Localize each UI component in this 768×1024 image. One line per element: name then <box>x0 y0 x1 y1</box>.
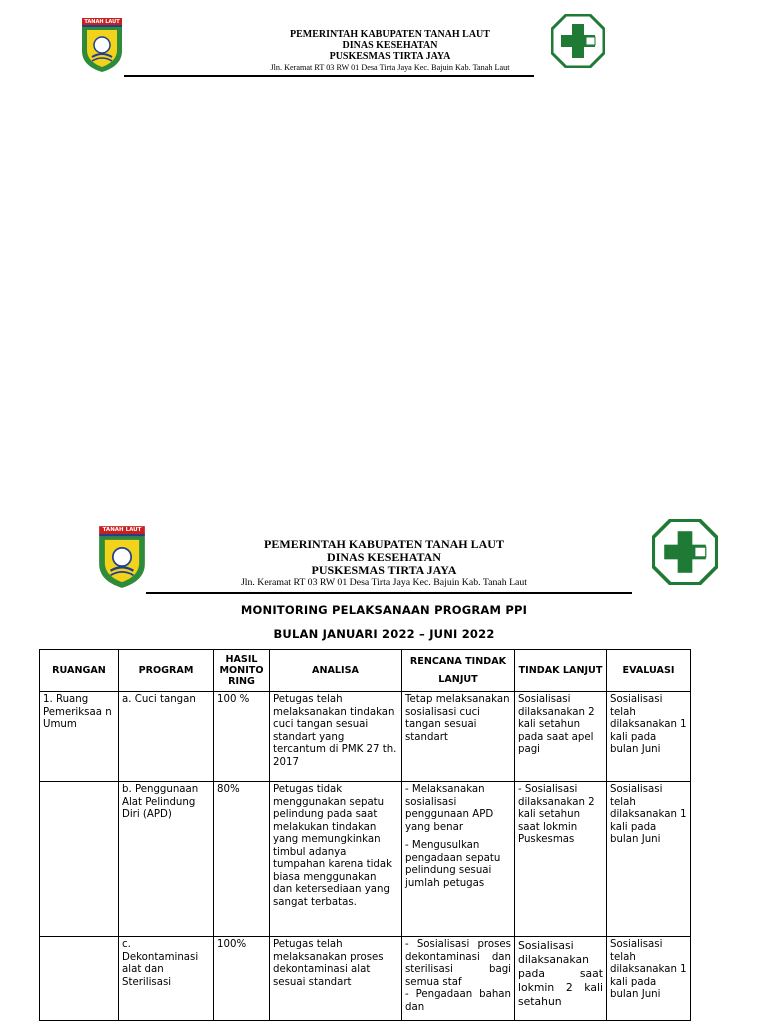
puskesmas-health-logo <box>551 14 605 68</box>
header-puskesmas-line: PUSKESMAS TIRTA JAYA <box>329 51 451 62</box>
header-ruangan: RUANGAN <box>40 650 119 692</box>
header-hasil-monitoring: HASIL MONITO RING <box>214 650 270 692</box>
table-row <box>40 937 691 1021</box>
cell-hasil: 80% <box>214 782 270 937</box>
cell-program: c. Dekontaminasi alat dan Sterilisasi <box>119 937 214 1021</box>
cell-rencana <box>402 782 515 937</box>
header-department-line: DINAS KESEHATAN <box>327 550 441 564</box>
header-divider <box>124 75 534 77</box>
header-puskesmas-line: PUSKESMAS TIRTA JAYA <box>311 563 457 577</box>
header-tindak-lanjut: TINDAK LANJUT <box>515 650 607 692</box>
rencana-item: - Sosialisasi proses dekontaminasi dan sterilisasi bagi semua staf <box>405 939 511 988</box>
rencana-item: - Mengusulkan pengadaan sepatu pelindung sesuai jumlah petugas <box>405 840 501 889</box>
cell-analisa: Petugas tidak menggunakan sepatu pelindung pada saat melakukan tindakan yang memungkinkan timbul adanya tumpahan karena tidak biasa menggunakan dan ketersediaan yang sangat terbatas. <box>270 782 402 937</box>
cell-hasil: 100 % <box>214 692 270 782</box>
cell-analisa: Petugas telah melaksanakan tindakan cuci tangan sesuai standart yang tercantum di PMK 27 th. 2017 <box>270 692 402 782</box>
cell-rencana <box>402 937 515 1021</box>
header-government-line: PEMERINTAH KABUPATEN TANAH LAUT <box>264 537 504 551</box>
cell-ruangan <box>40 782 119 937</box>
cell-ruangan: 1. Ruang Pemeriksaa n Umum <box>40 692 119 782</box>
header-department-line: DINAS KESEHATAN <box>342 40 438 51</box>
header-address: Jln. Keramat RT 03 RW 01 Desa Tirta Jaya Kec. Bajuin Kab. Tanah Laut <box>240 577 528 588</box>
tanah-laut-crest-logo <box>78 17 126 73</box>
cell-program: b. Penggunaan Alat Pelindung Diri (APD) <box>119 782 214 937</box>
header-divider <box>146 592 632 594</box>
cell-hasil: 100% <box>214 937 270 1021</box>
monitoring-table <box>39 649 691 1021</box>
cell-program: a. Cuci tangan <box>119 692 214 782</box>
cell-evaluasi: Sosialisasi telah dilaksanakan 1 kali pada bulan Juni <box>607 937 691 1021</box>
cell-evaluasi: Sosialisasi telah dilaksanakan 1 kali pada bulan Juni <box>607 782 691 937</box>
header-address: Jln. Keramat RT 03 RW 01 Desa Tirta Jaya Kec. Bajuin Kab. Tanah Laut <box>270 63 510 72</box>
cell-tindak: Sosialisasi dilaksanakan 2 kali setahun pada saat apel pagi <box>515 692 607 782</box>
cell-analisa: Petugas telah melaksanakan proses dekontaminasi alat sesuai standart <box>270 937 402 1021</box>
header-government-line: PEMERINTAH KABUPATEN TANAH LAUT <box>290 29 490 40</box>
rencana-item: - Pengadaan bahan dan <box>405 989 511 1013</box>
cell-ruangan <box>40 937 119 1021</box>
cell-tindak: - Sosialisasi dilaksanakan 2 kali setahun saat lokmin Puskesmas <box>515 782 607 937</box>
tanah-laut-crest-logo <box>94 525 150 589</box>
table-row <box>40 692 691 782</box>
header-evaluasi: EVALUASI <box>607 650 691 692</box>
header-rencana-tindak-lanjut: RENCANA TINDAK LANJUT <box>402 650 515 692</box>
document-period: BULAN JANUARI 2022 – JUNI 2022 <box>273 627 495 641</box>
crest-banner-text: TANAH LAUT <box>102 527 142 533</box>
cell-evaluasi: Sosialisasi telah dilaksanakan 1 kali pada bulan Juni <box>607 692 691 782</box>
header-program: PROGRAM <box>119 650 214 692</box>
rencana-item: Tetap melaksanakan sosialisasi cuci tangan sesuai standart <box>405 694 510 743</box>
cell-rencana <box>402 692 515 782</box>
table-header-row <box>40 650 691 692</box>
cell-tindak: Sosialisasi dilaksanakan pada saat lokmin 2 kali setahun <box>515 937 607 1021</box>
document-title: MONITORING PELAKSANAAN PROGRAM PPI <box>240 603 528 617</box>
puskesmas-health-logo <box>652 519 718 585</box>
table-row <box>40 782 691 937</box>
header-analisa: ANALISA <box>270 650 402 692</box>
rencana-item: - Melaksanakan sosialisasi penggunaan APD yang benar <box>405 784 494 833</box>
crest-banner-text: TANAH LAUT <box>84 19 120 25</box>
